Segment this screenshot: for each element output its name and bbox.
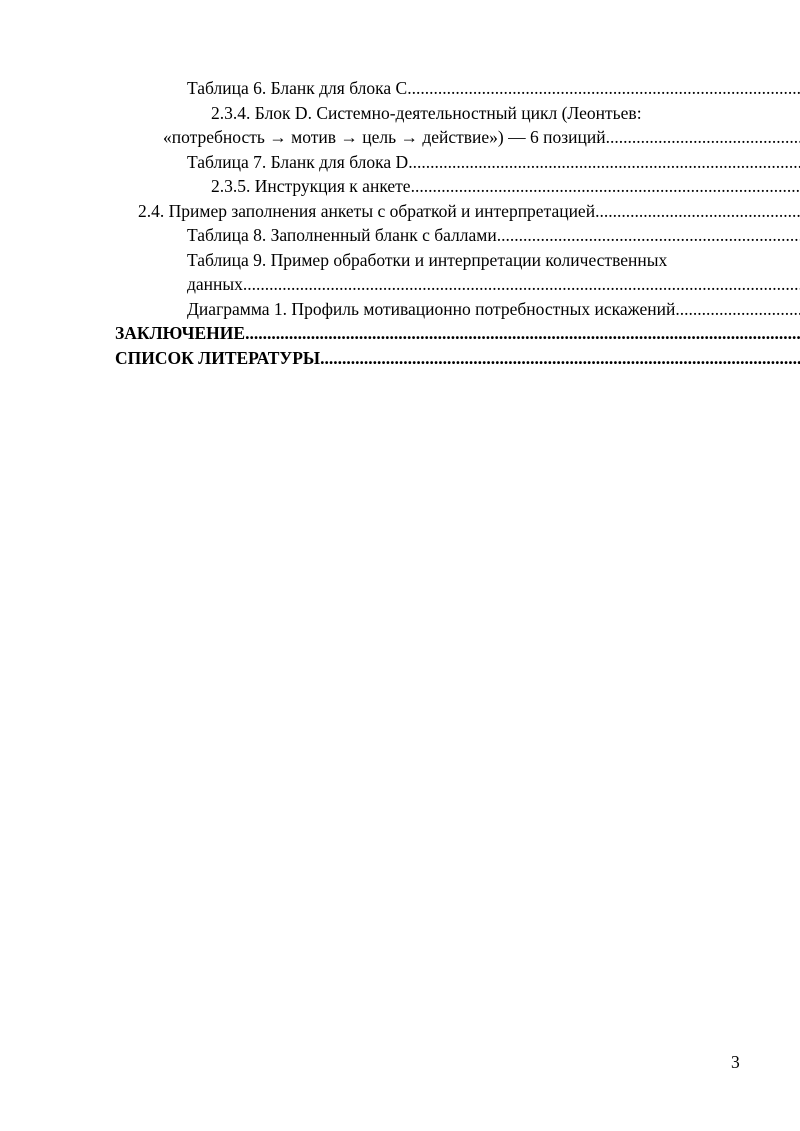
dot-leader: [245, 321, 800, 346]
dot-leader: [243, 272, 800, 297]
toc-entry-table-8[interactable]: [0, 223, 800, 248]
dot-leader: [606, 125, 800, 150]
toc-entry-label: Таблица 8. Заполненный бланк с баллами: [187, 225, 497, 245]
toc-entry-label-line1: 2.3.4. Блок D. Системно-деятельностный цикл (Леонтьев:: [211, 102, 642, 123]
toc-entry-label: Таблица 6. Бланк для блока С: [187, 78, 408, 98]
dot-leader: [595, 199, 800, 224]
toc-entry-label-line2: данных: [187, 274, 243, 294]
table-of-contents: [0, 76, 800, 370]
dot-leader: [407, 76, 800, 101]
toc-entry-conclusion[interactable]: [0, 321, 800, 346]
toc-entry-2-4[interactable]: [0, 199, 800, 224]
toc-entry-label: ЗАКЛЮЧЕНИЕ: [115, 323, 246, 343]
dot-leader: [320, 346, 800, 371]
toc-entry-label: Таблица 7. Бланк для блока D: [187, 151, 409, 172]
toc-entry-table-7[interactable]: [0, 150, 800, 175]
toc-entry-label-line1: Таблица 9. Пример обработки и интерпретации количественных: [187, 249, 668, 270]
toc-entry-table-9[interactable]: [0, 248, 800, 297]
toc-entry-2-3-5[interactable]: [0, 174, 800, 199]
toc-entry-2-3-4[interactable]: [0, 101, 800, 150]
toc-entry-label: 2.4. Пример заполнения анкеты с обраткой и интерпретацией: [138, 200, 596, 221]
toc-entry-label-line2: «потребность → мотив → цель → действие») — 6 позиций: [163, 127, 606, 147]
toc-entry-diagram-1[interactable]: [0, 297, 800, 322]
page-number: 3: [731, 1052, 740, 1072]
toc-entry-references[interactable]: [0, 346, 800, 371]
dot-leader: [675, 297, 800, 322]
dot-leader: [411, 174, 800, 199]
toc-entry-label: Диаграмма 1. Профиль мотивационно потребностных искажений: [187, 298, 676, 319]
dot-leader: [408, 150, 800, 175]
toc-entry-table-6[interactable]: [0, 76, 800, 101]
toc-entry-label: СПИСОК ЛИТЕРАТУРЫ: [115, 347, 321, 368]
dot-leader: [497, 223, 800, 248]
toc-entry-label: 2.3.5. Инструкция к анкете: [211, 176, 411, 196]
